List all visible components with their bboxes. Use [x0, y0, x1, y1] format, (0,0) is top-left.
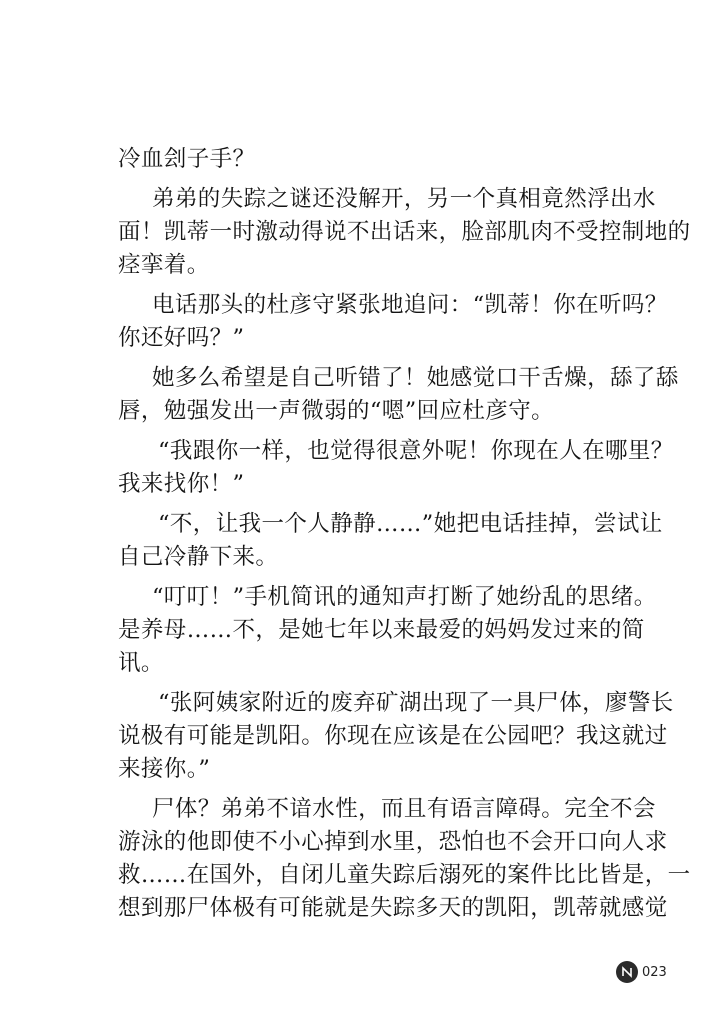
paragraph: [118, 508, 663, 574]
text-line: “叮叮！”手机简讯的通知声打断了她纷乱的思绪。: [152, 584, 657, 610]
page-footer: [616, 961, 667, 983]
body-text: [118, 143, 691, 925]
paragraph: [118, 581, 657, 680]
text-line: 你还好吗？”: [118, 325, 245, 351]
text-line: 游泳的他即使不小心掉到水里，恐怕也不会开口向人求: [118, 829, 668, 855]
text-line: 来接你。”: [118, 756, 211, 782]
text-line: 说极有可能是凯阳。你现在应该是在公园吧？我这就过: [118, 723, 668, 749]
text-line: 面！凯蒂一时激动得说不出话来，脸部肌肉不受控制地的: [118, 219, 691, 245]
page-number: 023: [642, 964, 667, 980]
text-line: 救……在国外，自闭儿童失踪后溺死的案件比比皆是，一: [118, 862, 691, 888]
text-line: “不，让我一个人静静……”她把电话挂掉，尝试让: [158, 511, 663, 537]
text-line: 尸体？弟弟不谙水性，而且有语言障碍。完全不会: [152, 796, 656, 822]
text-line: 她多么希望是自己听错了！她感觉口干舌燥，舔了舔: [152, 365, 679, 391]
text-line: 电话那头的杜彦守紧张地追问：“凯蒂！你在听吗？: [152, 292, 668, 318]
text-line: 是养母……不，是她七年以来最爱的妈妈发过来的简: [118, 617, 645, 643]
text-line: 讯。: [118, 650, 164, 676]
text-line: 冷血刽子手？: [118, 146, 256, 172]
paragraph: [118, 183, 691, 282]
text-line: 想到那尸体极有可能就是失踪多天的凯阳，凯蒂就感觉: [118, 895, 668, 921]
paragraph: [118, 289, 668, 355]
text-line: “张阿姨家附近的废弃矿湖出现了一具尸体，廖警长: [158, 690, 674, 716]
text-line: 痉挛着。: [118, 252, 210, 278]
text-line: 弟弟的失踪之谜还没解开，另一个真相竟然浮出水: [152, 186, 656, 212]
text-line: 自己冷静下来。: [118, 544, 279, 570]
text-line: 唇，勉强发出一声微弱的“嗯”回应杜彦守。: [118, 398, 555, 424]
paragraph: [118, 793, 691, 925]
publisher-logo-icon: [616, 961, 638, 983]
text-line: 我来找你！”: [118, 471, 245, 497]
paragraph: [118, 143, 618, 176]
paragraph: [118, 362, 679, 428]
text-line: “我跟你一样，也觉得很意外呢！你现在人在哪里？: [158, 438, 674, 464]
paragraph: [118, 687, 674, 786]
paragraph: [118, 435, 674, 501]
